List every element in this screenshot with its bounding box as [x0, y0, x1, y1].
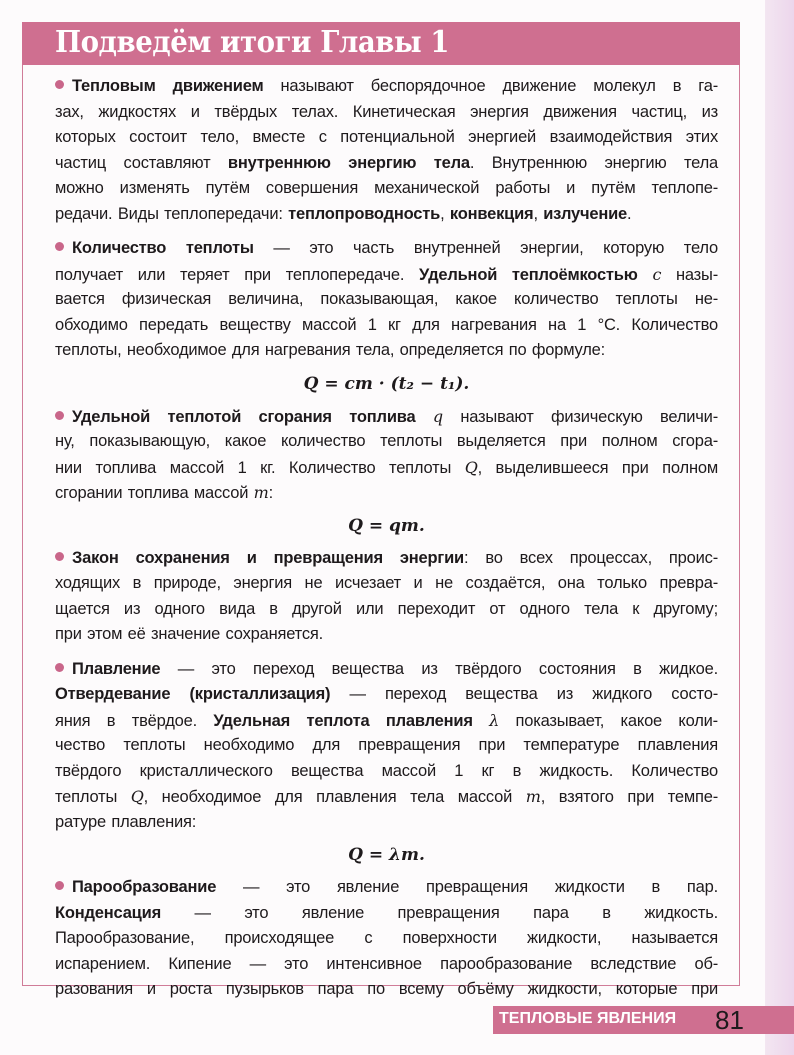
- text-line: [55, 125, 718, 151]
- variable-symbol: m: [253, 483, 269, 502]
- text-segment: называют физическую величи-: [442, 407, 718, 426]
- text-line: [55, 455, 718, 481]
- text-segment: сгорании топлива массой: [55, 484, 254, 502]
- variable-symbol: λ: [489, 710, 500, 730]
- text-line: [55, 176, 718, 202]
- text-line: [55, 571, 718, 597]
- formula: Q = cm · (t₂ − t₁).: [303, 373, 470, 394]
- term-bold: излучение: [543, 204, 628, 223]
- text-segment: яния в твёрдое.: [55, 711, 214, 730]
- summary-paragraph: [55, 404, 718, 506]
- summary-content: [55, 74, 718, 1012]
- summary-paragraph: [55, 74, 718, 227]
- text-line: [55, 682, 718, 708]
- text-segment: назы-: [661, 265, 718, 284]
- text-segment: [638, 266, 653, 284]
- text-line: [55, 708, 718, 734]
- text-line: [55, 202, 718, 228]
- text-segment: — это часть внутренней энергии, которую тело: [253, 239, 718, 257]
- variable-symbol: c: [652, 264, 662, 284]
- page-title: Подведём итоги Главы 1: [55, 25, 450, 60]
- term-bold: Количество теплоты: [72, 239, 254, 257]
- text-line: [55, 657, 718, 683]
- bullet-icon: [55, 552, 64, 561]
- formula: Q = λm.: [348, 845, 425, 865]
- text-line: [55, 338, 718, 364]
- text-segment: — это переход вещества из твёрдого состояния в жидкое.: [160, 659, 718, 678]
- text-segment: твёрдого кристаллического вещества массой 1 кг в жидкость. Количество: [55, 761, 718, 780]
- text-line: [55, 74, 718, 100]
- text-segment: , выделившееся при полном: [477, 458, 718, 477]
- text-segment: :: [268, 484, 273, 502]
- text-segment: испарением. Кипение — это интенсивное парообразование вследствие об-: [55, 954, 718, 973]
- page-number: 81: [715, 1005, 744, 1035]
- text-line: [55, 429, 718, 455]
- text-line: [55, 313, 718, 339]
- text-segment: теплоты, необходимое для нагревания тела, определяется по формуле:: [55, 341, 605, 359]
- text-segment: ратуре плавления:: [55, 812, 197, 831]
- variable-symbol: Q: [464, 457, 478, 477]
- text-segment: Парообразование, происходящее с поверхности жидкости, называется: [55, 929, 718, 947]
- term-bold: Плавление: [72, 659, 161, 678]
- text-line: [55, 597, 718, 623]
- text-segment: ,: [533, 204, 544, 223]
- text-line: [55, 977, 718, 1003]
- text-segment: ходящих в природе, энергия не исчезает и не создаётся, она только превра-: [55, 574, 718, 592]
- term-bold: теплопроводность: [288, 204, 441, 223]
- text-line: [55, 480, 718, 506]
- text-segment: можно изменять путём совершения механической работы и путём теплопе-: [55, 179, 718, 197]
- term-bold: внутреннюю энергию тела: [227, 153, 470, 172]
- chapter-summary-header: [22, 22, 740, 65]
- text-segment: — это явление превращения жидкости в пар.: [216, 878, 718, 896]
- text-segment: ну, показывающую, какое количество теплоты выделяется при полном сгора-: [55, 432, 718, 450]
- text-segment: — это явление превращения пара в жидкость.: [161, 903, 718, 922]
- summary-paragraph: [55, 236, 718, 364]
- text-segment: щается из одного вида в другой или переходит от одного тела к другому;: [55, 599, 718, 618]
- text-segment: частиц составляют: [55, 153, 228, 172]
- text-segment: которых состоит тело, вместе с потенциальной энергией взаимодействия этих: [55, 128, 718, 146]
- text-line: [55, 952, 718, 978]
- text-line: [55, 622, 718, 648]
- text-line: [55, 759, 718, 785]
- bullet-icon: [55, 881, 64, 890]
- page-edge-strip: [765, 0, 794, 1055]
- text-line: [55, 262, 718, 288]
- text-line: [55, 901, 718, 927]
- text-segment: . Внутреннюю энергию тела: [469, 153, 719, 172]
- summary-paragraph: [55, 657, 718, 836]
- bullet-icon: [55, 242, 64, 251]
- term-bold: Парообразование: [72, 878, 217, 896]
- text-segment: редачи. Виды теплопередачи:: [55, 204, 289, 223]
- summary-paragraph: [55, 546, 718, 648]
- text-line: [55, 810, 718, 836]
- text-line: [55, 733, 718, 759]
- text-line: [55, 784, 718, 810]
- text-segment: .: [627, 204, 632, 223]
- text-segment: [415, 408, 432, 426]
- text-line: [55, 151, 718, 177]
- bullet-icon: [55, 663, 64, 672]
- text-segment: чество теплоты необходимо для превращения при температуре плавления: [55, 736, 718, 754]
- text-line: [55, 100, 718, 126]
- text-segment: зах, жидкостях и твёрдых телах. Кинетическая энергия движения частиц, из: [55, 102, 718, 121]
- section-name: ТЕПЛОВЫЕ ЯВЛЕНИЯ: [499, 1010, 677, 1027]
- text-segment: теплоты: [55, 788, 131, 806]
- text-line: [55, 926, 718, 952]
- text-segment: вается физическая величина, показывающая, какое количество теплоты не-: [55, 290, 718, 308]
- formula: Q = qm.: [348, 515, 425, 536]
- text-line: [55, 404, 718, 430]
- term-bold: Закон сохранения и превращения энергии: [72, 548, 464, 567]
- term-bold: Удельной теплотой сгорания топлива: [72, 407, 416, 426]
- bullet-icon: [55, 411, 64, 420]
- text-segment: называют беспорядочное движение молекул в га-: [263, 77, 718, 95]
- text-segment: — переход вещества из жидкого состо-: [330, 685, 718, 703]
- term-bold: Отвердевание (кристаллизация): [55, 685, 331, 703]
- term-bold: Тепловым движением: [72, 77, 264, 95]
- text-segment: нии топлива массой 1 кг. Количество теплоты: [55, 458, 465, 477]
- summary-paragraph: [55, 875, 718, 1003]
- text-segment: показывает, какое коли-: [499, 711, 718, 730]
- text-line: [55, 875, 718, 901]
- term-bold: Удельной теплоёмкостью: [419, 265, 638, 284]
- text-segment: , взятого при темпе-: [540, 788, 719, 806]
- term-bold: Конденсация: [55, 903, 162, 922]
- text-segment: получает или теряет при теплопередаче.: [55, 265, 420, 284]
- variable-symbol: m: [525, 787, 541, 806]
- text-line: [55, 546, 718, 572]
- text-segment: разования и роста пузырьков пара по всему объёму жидкости, которые при: [55, 980, 718, 998]
- text-segment: обходимо передать веществу массой 1 кг для нагревания на 1 °С. Количество: [55, 315, 718, 334]
- text-segment: : во всех процессах, проис-: [463, 548, 718, 567]
- footer-bar: [493, 1006, 794, 1034]
- variable-symbol: Q: [130, 787, 144, 806]
- term-bold: конвекция: [449, 204, 534, 223]
- text-line: [55, 287, 718, 313]
- bullet-icon: [55, 80, 64, 89]
- term-bold: Удельная теплота плавления: [213, 711, 473, 730]
- text-line: [55, 236, 718, 262]
- variable-symbol: q: [432, 406, 443, 426]
- text-segment: ,: [440, 204, 450, 223]
- text-segment: при этом её значение сохраняется.: [55, 625, 323, 643]
- text-segment: [473, 712, 489, 730]
- text-segment: , необходимое для плавления тела массой: [143, 788, 526, 806]
